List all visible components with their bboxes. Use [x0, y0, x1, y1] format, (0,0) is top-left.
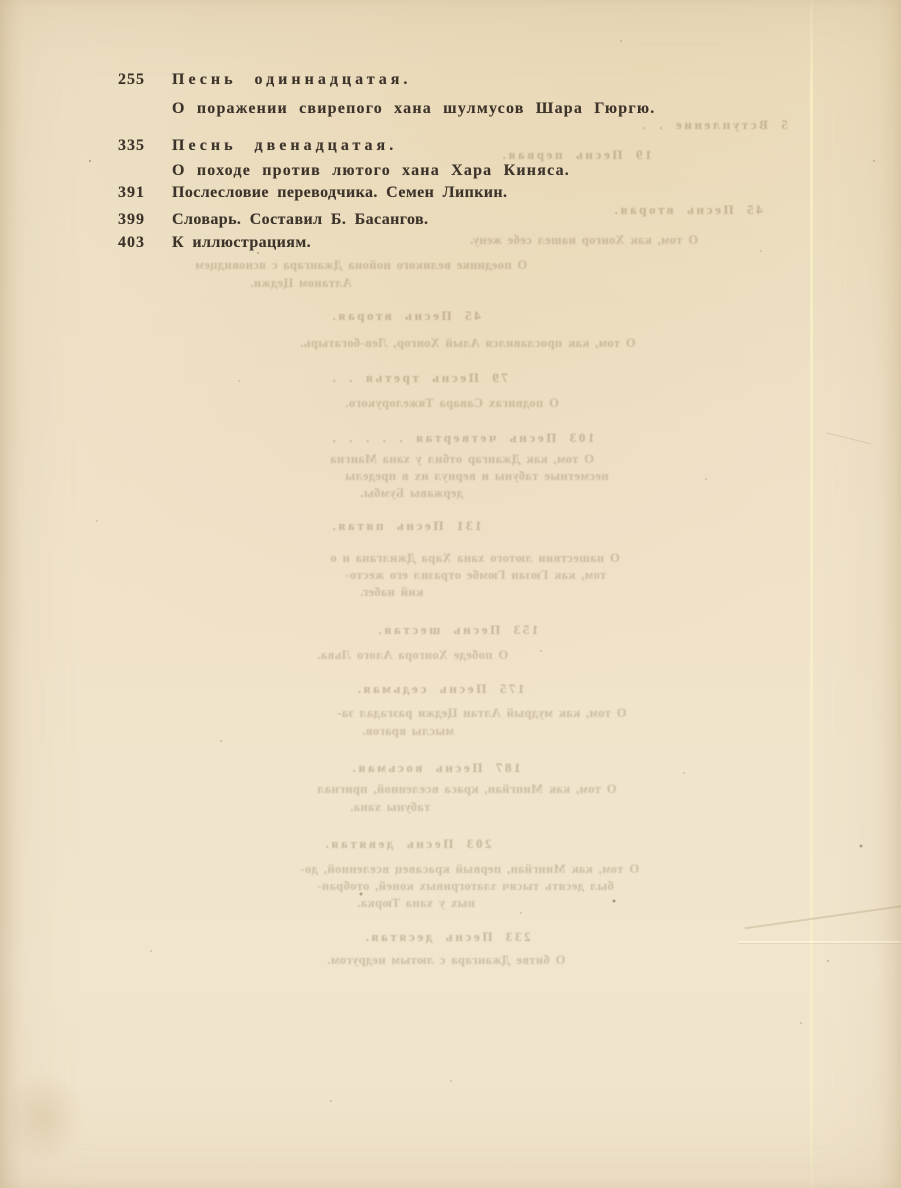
bleedthrough-line: 19 Песнь первая.: [500, 147, 652, 162]
bleedthrough-line: 175 Песнь седьмая.: [355, 681, 525, 696]
bleedthrough-line: 233 Песнь десятая.: [363, 929, 531, 944]
toc-page-number: 335: [118, 137, 145, 154]
bleedthrough-line: 103 Песнь четвертая . . . . .: [330, 430, 595, 445]
bleedthrough-line: О битве Джангара с лютым недругом.: [327, 953, 566, 967]
bleedthrough-line: О нашествии лютого хана Хара Джилгана и о: [330, 551, 620, 565]
bleedthrough-line: 131 Песнь пятая.: [330, 518, 482, 533]
bleedthrough-line: несметные табуны и вернул их в пределы: [345, 469, 609, 483]
toc-entry-title: Послесловие переводчика. Семен Липкин.: [172, 184, 508, 201]
toc-entry-title: Словарь. Составил Б. Басангов.: [172, 211, 429, 228]
toc-entry-title: К иллюстрациям.: [172, 234, 312, 251]
bleedthrough-line: О том, как прославился Алый Хонгор, Лев-богатырь.: [300, 336, 636, 350]
toc-page-number: 391: [118, 184, 145, 201]
bleedthrough-line: был десять тысяч златогривых коней, отобран-: [317, 879, 614, 893]
toc-entry-title: Песнь двенадцатая.: [172, 137, 398, 154]
toc-page-number: 403: [118, 234, 145, 251]
bleedthrough-line: 5 Вступление . .: [640, 117, 788, 132]
toc-entry-subtitle: О поражении свирепого хана шулмусов Шара Гюргю.: [172, 100, 656, 117]
toc-page-number: 255: [118, 71, 145, 88]
bleedthrough-line: О подвигах Савара Тяжелорукого.: [345, 396, 559, 410]
bleedthrough-line: О том, как Джангар отбил у хана Мангна: [330, 452, 594, 466]
toc-entry: [118, 70, 411, 89]
bleedthrough-line: О том, как мудрый Алтан Цеджи разгадал за-: [337, 706, 627, 720]
bleedthrough-line: О том, как Хонгор нашел себе жену.: [470, 233, 699, 247]
toc-entry: [118, 136, 397, 155]
scan-fold-line: [810, 0, 813, 1188]
toc-entry-title: Песнь одиннадцатая.: [172, 71, 412, 88]
paper-smudge: [0, 1055, 98, 1180]
bleedthrough-line: Алтаном Цеджи.: [250, 276, 352, 290]
bleedthrough-line: мыслы врагов.: [362, 724, 455, 738]
bleedthrough-line: 45 Песнь вторая.: [612, 202, 763, 217]
bleedthrough-line: 45 Песнь вторая.: [330, 308, 481, 323]
toc-entry-subtitle: О походе против лютого хана Хара Киняса.: [172, 162, 570, 179]
bleedthrough-line: ных у хана Тюрка.: [357, 896, 476, 910]
toc-entry: [118, 210, 428, 229]
bleedthrough-line: кий набег.: [360, 585, 424, 599]
bleedthrough-line: 203 Песнь девятая.: [323, 836, 492, 851]
bleedthrough-line: 79 Песнь третья . .: [330, 370, 508, 385]
bleedthrough-line: табуны хана.: [350, 800, 431, 814]
bleedthrough-line: 187 Песнь восьмая.: [350, 760, 521, 775]
bleedthrough-line: О том, как Мингйан, первый красавец вселенной, до-: [300, 862, 640, 876]
toc-entry: [118, 233, 311, 252]
bleedthrough-line: державы Бумбы.: [360, 486, 464, 500]
bleedthrough-line: том, как Гюзан Гюмбе отразил его жесто-: [345, 568, 607, 582]
bleedthrough-line: О том, как Мингйан, краса вселенной, пригнал: [317, 782, 617, 796]
bleedthrough-line: О поединке великого нойона Джангара с ясновидцем: [195, 258, 528, 272]
toc-page-number: 399: [118, 211, 145, 228]
toc-entry: [118, 183, 507, 202]
bleedthrough-line: 153 Песнь шестая.: [376, 622, 539, 637]
bleedthrough-line: О победе Хонгора Алого Льва.: [317, 648, 509, 662]
